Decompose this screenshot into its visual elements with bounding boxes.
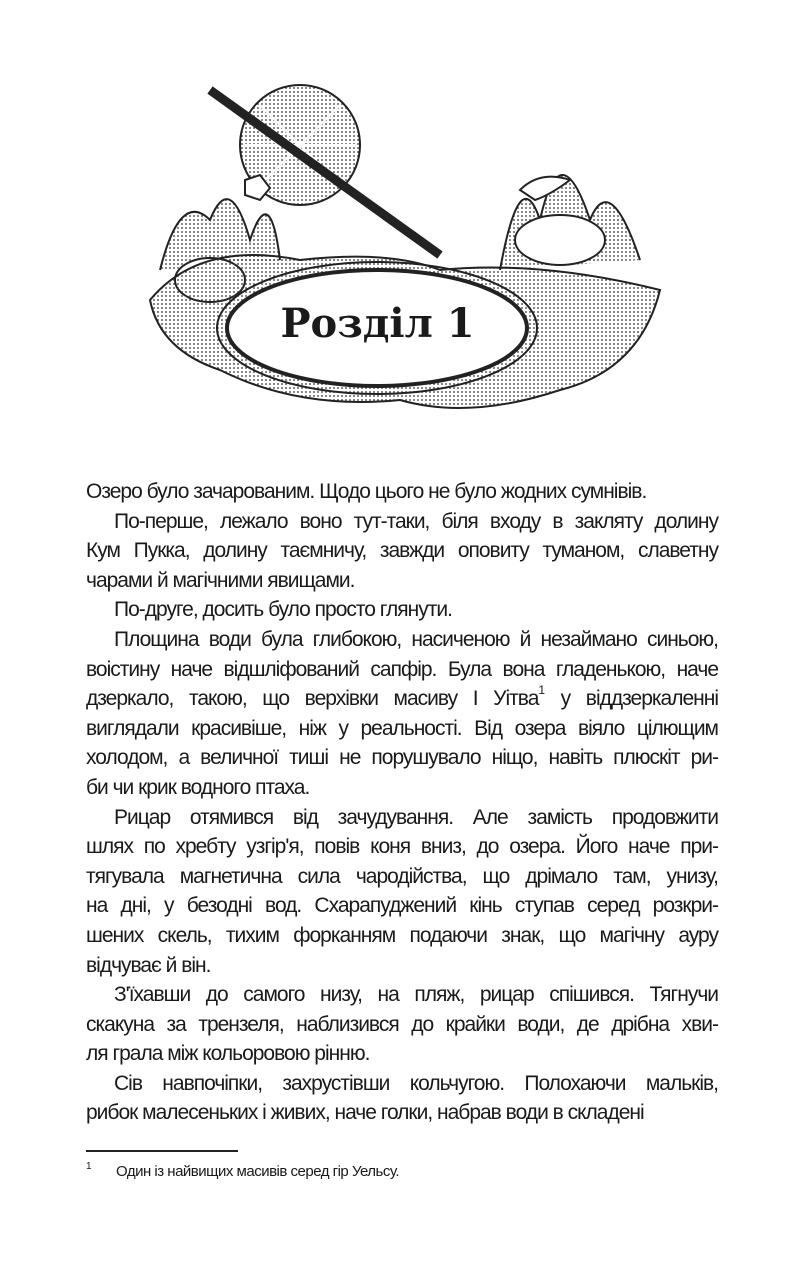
footnote bbox=[86, 1162, 718, 1182]
footnote-divider bbox=[86, 1150, 238, 1152]
text-line bbox=[86, 507, 718, 537]
paragraph bbox=[86, 1069, 718, 1128]
text-column bbox=[86, 477, 718, 1182]
text-line bbox=[86, 595, 718, 625]
text-line bbox=[86, 477, 718, 507]
text-line bbox=[86, 891, 718, 921]
text-line bbox=[86, 951, 718, 981]
text-line-content: Сів навпочіпки, захрустівши кольчугою. Полохаючи мальків, bbox=[114, 1071, 718, 1095]
text-line bbox=[86, 803, 718, 833]
text-line-content: Рицар отямився від зачудування. Але замість продовжити bbox=[114, 805, 718, 829]
text-line-content: По-перше, лежало воно тут-таки, біля входу в закляту долину bbox=[114, 509, 718, 533]
text-line-content: шлях по хребту узгір'я, повів коня вниз, до озера. Його наче при- bbox=[86, 835, 718, 859]
paragraph bbox=[86, 803, 718, 981]
text-line-content: воістину наче відшліфований сапфір. Була вона гладенькою, наче bbox=[86, 657, 718, 681]
footnote-text: Один із найвищих масивів серед гір Уельсу. bbox=[116, 1163, 400, 1181]
text-line-content: Кум Пукка, долину таємничу, завжди оповиту туманом, славетну bbox=[86, 539, 718, 563]
text-line bbox=[86, 625, 718, 655]
text-line bbox=[86, 714, 718, 744]
text-line bbox=[86, 832, 718, 862]
text-line bbox=[86, 1098, 718, 1128]
text-line bbox=[86, 921, 718, 951]
water-lily-icon bbox=[515, 215, 605, 265]
footnote-reference[interactable]: 1 bbox=[538, 683, 546, 698]
text-line-content: рибок малесеньких і живих, наче голки, набрав води в складені bbox=[86, 1101, 644, 1125]
text-line bbox=[86, 1039, 718, 1069]
text-line-content: би чи крик водного птаха. bbox=[86, 775, 310, 799]
text-line-content: чарами й магічними явищами. bbox=[86, 568, 355, 592]
text-line bbox=[86, 536, 718, 566]
text-line-content: ля грала між кольоровою рінню. bbox=[86, 1042, 370, 1066]
paragraph bbox=[86, 980, 718, 1069]
text-line bbox=[86, 566, 718, 596]
paragraph bbox=[86, 595, 718, 625]
text-line bbox=[86, 773, 718, 803]
text-line-content: скакуна за трензеля, наблизився до крайки води, де дрібна хви- bbox=[86, 1012, 718, 1036]
text-line-content: тягувала магнетична сила чародійства, що дрімало там, унизу, bbox=[86, 864, 718, 888]
text-line-content: виглядали красивіше, ніж у реальності. Від озера віяло цілющим bbox=[86, 716, 718, 740]
chapter-ornament-illustration bbox=[140, 70, 670, 430]
text-line-content: відчуває й він. bbox=[86, 953, 211, 977]
paragraph bbox=[86, 477, 718, 507]
text-line bbox=[86, 1010, 718, 1040]
text-line bbox=[86, 1069, 718, 1099]
footnote-mark: 1 bbox=[86, 1161, 92, 1173]
text-line bbox=[86, 862, 718, 892]
paragraph bbox=[86, 507, 718, 596]
text-line-content: Площина води була глибокою, насиченою й незаймано синьою, bbox=[114, 627, 718, 651]
text-line-content: Озеро було зачарованим. Щодо цього не було жодних сумнівів. bbox=[86, 480, 647, 503]
text-line-content: дзеркало, такою, що верхівки масиву І Уітва bbox=[86, 687, 539, 711]
text-line bbox=[86, 684, 718, 714]
text-line-content: холодом, а величної тиші не порушувало ніщо, навіть плюскіт ри- bbox=[86, 746, 718, 770]
text-line-content: на дні, у безодні вод. Схарапуджений кінь ступав серед розкри- bbox=[86, 894, 718, 918]
paragraph bbox=[86, 625, 718, 803]
text-line-content: З'їхавши до самого низу, на пляж, рицар спішився. Тягнучи bbox=[114, 983, 718, 1007]
chapter-title: Розділ 1 bbox=[280, 300, 475, 347]
text-line bbox=[86, 743, 718, 773]
text-line-content: у віддзеркаленні bbox=[545, 687, 718, 711]
text-line bbox=[86, 980, 718, 1010]
text-line-content: По-друге, досить було просто глянути. bbox=[114, 598, 452, 622]
body-text bbox=[86, 477, 718, 1128]
text-line bbox=[86, 655, 718, 685]
text-line-content: шених скель, тихим форканням подаючи знак, що магічну ауру bbox=[86, 923, 718, 947]
